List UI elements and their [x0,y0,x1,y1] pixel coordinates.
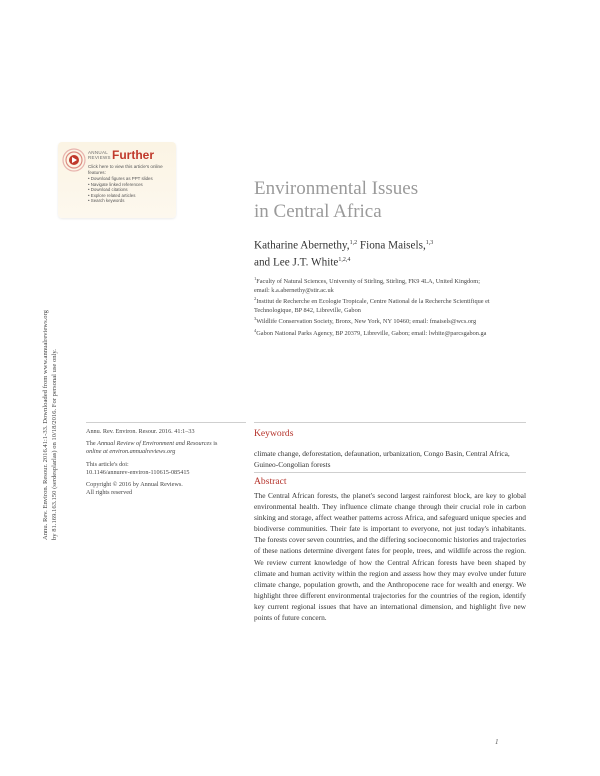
affiliation [254,295,514,315]
author-affiliation-sup: 1,3 [425,240,434,246]
keywords-heading: Keywords [254,428,294,439]
affiliation [254,327,514,339]
copyright: Copyright © 2016 by Annual Reviews. [86,481,183,489]
author-list [254,236,433,270]
affiliation-line: Institut de Recherche en Ecologie Tropicale, Centre National de la Recherche Scientifique et [256,298,490,306]
article-title-line: in Central Africa [254,201,382,222]
meta-divider [86,422,246,423]
feature-item[interactable]: • Navigate linked references [88,182,153,188]
affiliation-sup: 1 [254,276,257,281]
doi-link[interactable]: 10.1146/annurev-environ-110615-085415 [86,468,190,476]
affiliation-sup: 2 [254,296,257,301]
copyright-block [86,481,246,497]
abstract-text: The Central African forests, the planet's second largest rainforest block, are key to global environmental health. They influence climate change through their crucial role in carbon sinking and storage, affect weather patterns across Africa, and safeguard unique species and biodiverse communities. Their fate is important to everyone, not just today's inhabitants. The forests cover seven countries, and the differing socioeconomic histories and trajectories of these nations determine divergent fates for people, trees, and wildlife across the region. We review current knowledge of how the Central African forests have been shaped by climate and human activity within the region and assess how they may evolve under future climate change, population growth, and the Anthropocene race for wealth and energy. We highlight three different environmental trajectories for the countries of the region, identify key current regional issues that have an international dimension, and highlight five new points of future concern. [254,491,526,623]
affiliation-line: Faculty of Natural Sciences, University of Stirling, Stirling, FK9 4LA, United Kingdom; [256,278,480,286]
keywords-text: climate change, deforestation, defaunation, urbanization, Congo Basin, Central Africa, Guineo-Congolian forests [254,449,510,469]
doi-label: This article's doi: [86,460,129,468]
rights: All rights reserved [86,489,133,497]
journal-url[interactable]: online at environ.annualreviews.org [86,448,176,456]
abstract-heading: Abstract [254,476,287,487]
online-notice [86,440,246,456]
online-prefix: The [86,440,98,448]
affiliation-line: Wildlife Conservation Society, Bronx, New York, NY 10460; email: fmaisels@wcs.org [256,318,477,326]
citation: Annu. Rev. Environ. Resour. 2016. 41:1–33 [86,428,195,435]
affiliation [254,315,514,327]
feature-item[interactable]: • Download figures as PPT slides [88,176,153,182]
affiliation-sup: 4 [254,328,257,333]
article-meta [86,428,246,501]
affiliation-email[interactable]: email: k.a.abernethy@stir.ac.uk [254,286,334,294]
abstract-divider [254,472,526,473]
affiliation [254,275,514,295]
affiliation-sup: 3 [254,316,257,321]
affiliation-line: Gabon National Parks Agency, BP 20379, Libreville, Gabon; email: lwhite@parcsgabon.ga [256,330,487,338]
further-brand-small: ANNUAL REVIEWS [88,150,111,160]
article-title-line: Environmental Issues [254,178,419,199]
annual-reviews-logo-icon [62,148,86,172]
author-name: Fiona Maisels, [359,239,426,252]
feature-item[interactable]: • Download citations [88,187,153,193]
feature-item[interactable]: • Search keywords [88,198,153,204]
further-click-text[interactable]: Click here to view this article's online features: [88,164,163,175]
further-brand-title: Further [112,148,154,162]
download-notice-line: Annu. Rev. Environ. Resour. 2016.41:1-33. Downloaded from www.annualreviews.org [42,310,49,540]
further-feature-list [88,176,153,204]
doi-block [86,461,246,477]
page-number: 1 [495,738,499,746]
author-affiliation-sup: 1,2,4 [338,257,351,264]
author-affiliation-sup: 1,2 [349,240,358,246]
feature-item[interactable]: • Explore related articles [88,193,153,199]
download-notice [42,310,59,540]
article-title [254,177,418,223]
keywords-divider [254,422,526,423]
author-name: and Lee J.T. White [254,256,339,269]
author-name: Katharine Abernethy, [254,239,350,252]
further-features-box[interactable] [58,142,176,218]
journal-name: Annual Review of Environment and Resources [97,440,212,448]
affiliation-line: Technologique, BP 842, Libreville, Gabon [254,306,361,314]
download-notice-line: by 81.169.163.150 (serdesplarlas) on 10/18/2016. For personal use only. [50,349,58,540]
online-mid: is [211,440,218,448]
